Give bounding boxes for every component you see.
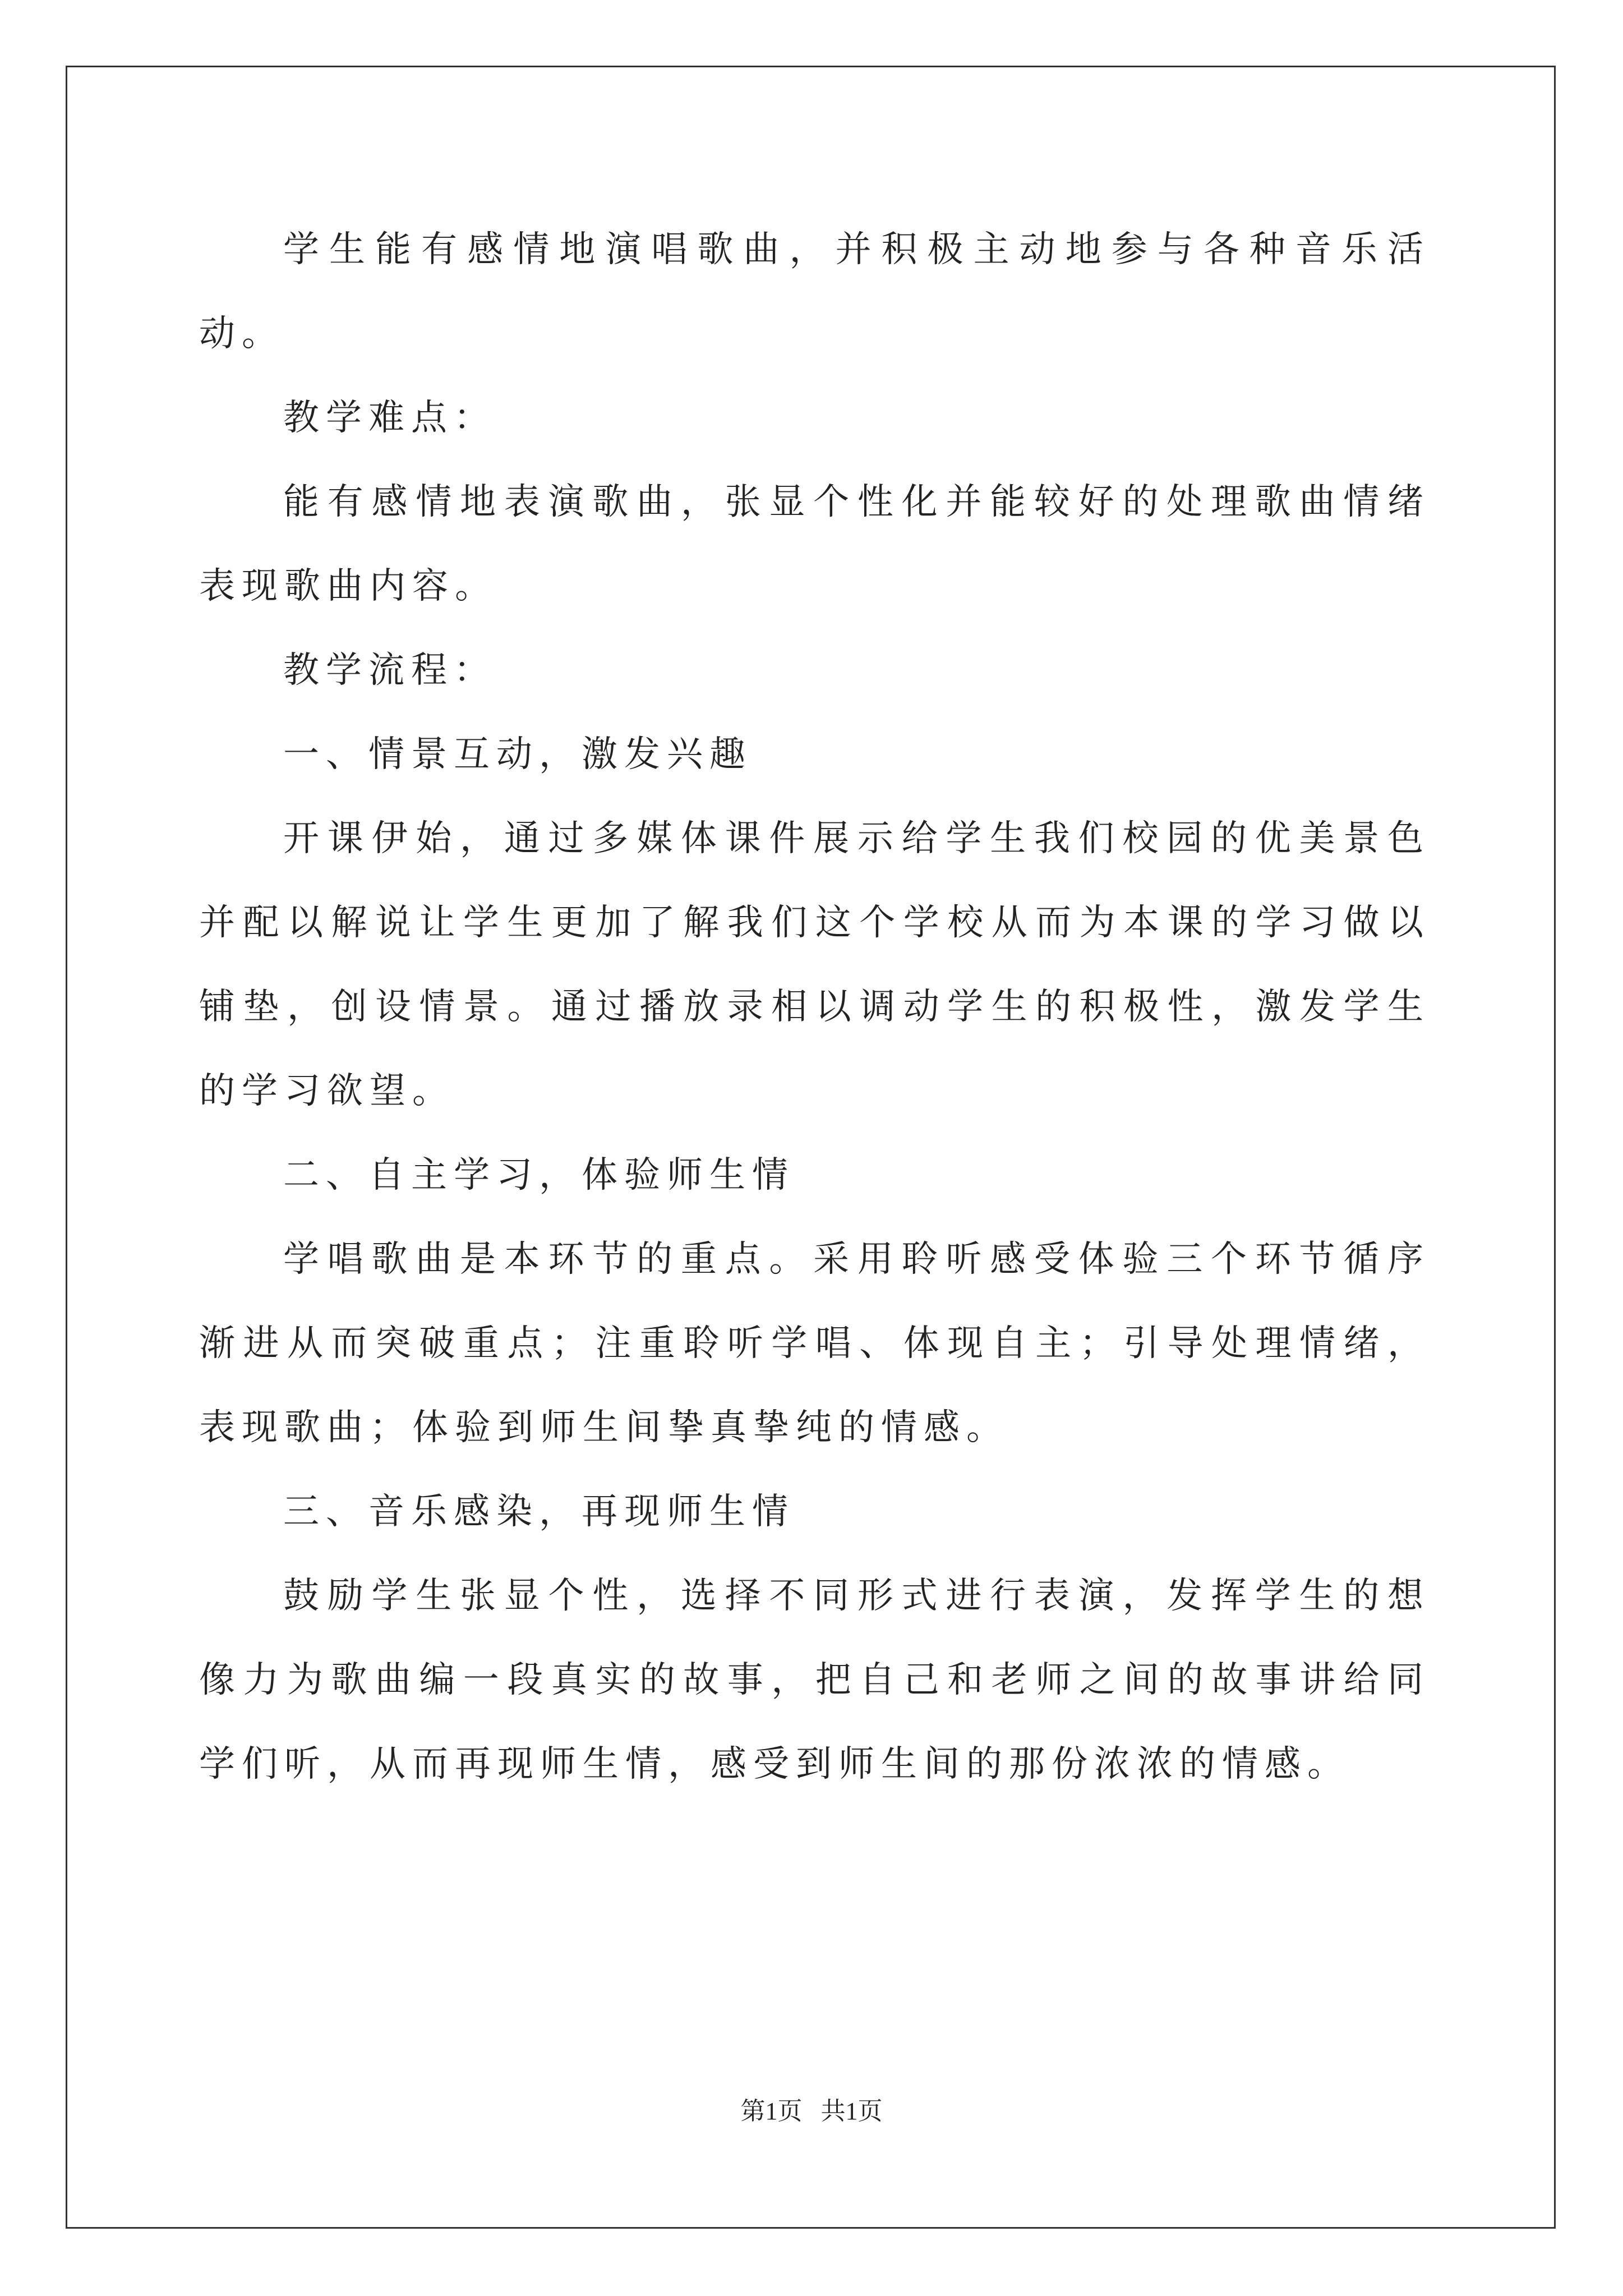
section-heading: 教学难点： — [283, 397, 496, 439]
paragraph: 能有感情地表演歌曲，张显个性化并能较好的处理歌曲情绪表现歌曲内容。 — [199, 481, 1430, 607]
paragraph: 学生能有感情地演唱歌曲，并积极主动地参与各种音乐活动。 — [199, 229, 1430, 355]
page-total: 共1页 — [820, 2097, 883, 2125]
page-number: 第1页 — [740, 2097, 803, 2125]
section-heading: 一、情景互动，激发兴趣 — [283, 734, 752, 775]
section-heading: 三、音乐感染，再现师生情 — [283, 1491, 795, 1533]
section-heading: 教学流程： — [283, 650, 496, 691]
page-footer — [0, 2095, 1623, 2128]
document-body — [199, 208, 1430, 1806]
paragraph: 开课伊始，通过多媒体课件展示给学生我们校园的优美景色并配以解说让学生更加了解我们这个学校从而为本课的学习做以铺垫，创设情景。通过播放录相以调动学生的积极性，激发学生的学习欲望。 — [199, 818, 1430, 1112]
section-heading: 二、自主学习，体验师生情 — [283, 1154, 795, 1196]
paragraph: 鼓励学生张显个性，选择不同形式进行表演，发挥学生的想像力为歌曲编一段真实的故事，把自己和老师之间的故事讲给同学们听，从而再现师生情，感受到师生间的那份浓浓的情感。 — [199, 1575, 1430, 1785]
paragraph: 学唱歌曲是本环节的重点。采用聆听感受体验三个环节循序渐进从而突破重点；注重聆听学唱、体现自主；引导处理情绪，表现歌曲；体验到师生间挚真挚纯的情感。 — [199, 1239, 1430, 1448]
